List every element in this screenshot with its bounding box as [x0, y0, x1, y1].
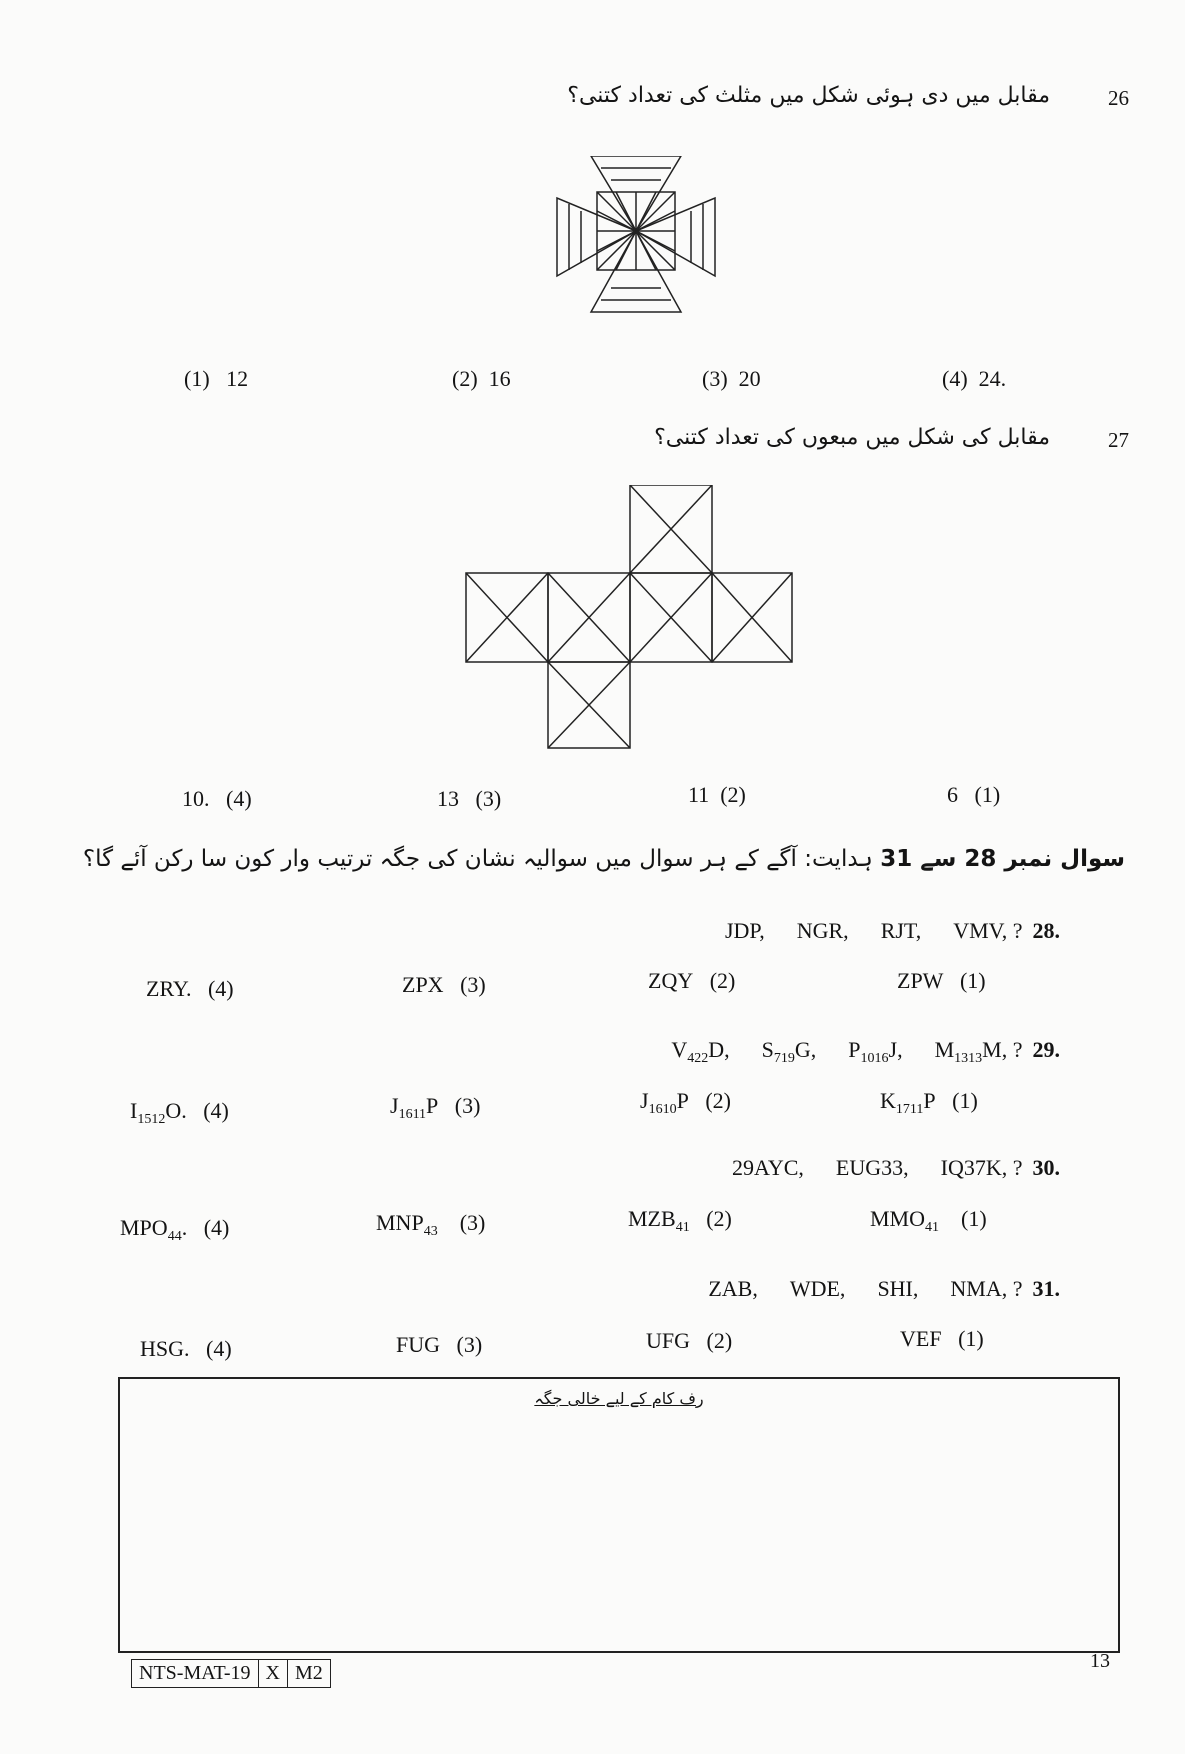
q27-option-1[interactable]: 6 (1) — [947, 782, 1001, 807]
q28-sequence: JDP, NGR, RJT, VMV, ? 28. — [724, 918, 1060, 943]
q30-option-2[interactable]: $MZB_{41}$ (2) — [628, 1206, 732, 1235]
q28-option-2[interactable]: ZQY (2) — [648, 968, 736, 993]
q29-sequence: $V_{422}D$, $S_{719}G$, $P_{1016}J$, $M_{1313}M$, ? 29. — [671, 1037, 1060, 1066]
q28-option-1[interactable]: ZPW (1) — [897, 968, 986, 993]
q29-option-3[interactable]: $J_{1611}P$ (3) — [390, 1093, 481, 1122]
instruction-prefix: سوال نمبر 28 سے 31 — [880, 846, 1125, 872]
q27-number: 27 — [1108, 428, 1129, 452]
q31-option-4[interactable]: HSG. (4) — [140, 1336, 232, 1361]
q27-option-3[interactable]: 13 (3) — [437, 786, 502, 811]
q28-option-4[interactable]: ZRY. (4) — [146, 976, 234, 1001]
q29-number: 29. — [1032, 1037, 1060, 1062]
q26-option-4[interactable]: (4) 24. — [942, 366, 1007, 391]
q31-option-2[interactable]: UFG (2) — [646, 1328, 733, 1353]
q30-option-4[interactable]: $MPO_{44}$. (4) — [120, 1215, 230, 1244]
q28-number: 28. — [1032, 918, 1060, 943]
q27-cube-net-figure — [463, 485, 795, 751]
page-number: 13 — [1090, 1650, 1110, 1672]
q31-option-1[interactable]: VEF (1) — [900, 1326, 984, 1351]
rough-work-box — [118, 1377, 1120, 1653]
q31-option-3[interactable]: FUG (3) — [396, 1332, 483, 1357]
paper-code-x: X — [259, 1660, 288, 1687]
paper-code — [131, 1659, 331, 1688]
q29-option-1[interactable]: $K_{1711}P$ (1) — [880, 1088, 978, 1117]
paper-code-label: NTS-MAT-19 — [132, 1660, 259, 1687]
q26-number: 26 — [1108, 86, 1129, 110]
q30-sequence: 29AYC, EUG33, IQ37K, ? 30. — [731, 1155, 1060, 1180]
q26-text: مقابل میں دی ہوئی شکل میں مثلث کی تعداد کتنی؟ — [567, 83, 1050, 108]
q26-option-2[interactable]: (2) 16 — [452, 366, 511, 391]
q30-option-3[interactable]: $MNP_{43}$ (3) — [376, 1210, 486, 1239]
q30-number: 30. — [1032, 1155, 1060, 1180]
q26-option-1[interactable]: (1) 12 — [184, 366, 249, 391]
q28-option-3[interactable]: ZPX (3) — [402, 972, 486, 997]
q26-triangle-figure — [555, 156, 717, 318]
q27-text: مقابل کی شکل میں مبعوں کی تعداد کتنی؟ — [654, 425, 1050, 450]
q29-option-2[interactable]: $J_{1610}P$ (2) — [640, 1088, 731, 1117]
q27-option-4[interactable]: 10. (4) — [182, 786, 252, 811]
q31-sequence: ZAB, WDE, SHI, NMA, ? 31. — [708, 1276, 1060, 1301]
q29-option-4[interactable]: $I_{1512}O$. (4) — [130, 1098, 229, 1127]
q26-option-3[interactable]: (3) 20 — [702, 366, 761, 391]
q27-option-2[interactable]: 11 (2) — [688, 782, 746, 807]
paper-code-m: M2 — [294, 1662, 323, 1684]
q30-option-1[interactable]: $MMO_{41}$ (1) — [870, 1206, 987, 1235]
rough-work-title: رف کام کے لیے خالی جگہ — [534, 1389, 704, 1408]
instruction-line — [83, 846, 1125, 872]
instruction-text: ہدایت: آگے کے ہر سوال میں سوالیہ نشان کی جگہ ترتیب وار کون سا رکن آئے گا؟ — [82, 846, 873, 872]
q31-number: 31. — [1032, 1276, 1060, 1301]
